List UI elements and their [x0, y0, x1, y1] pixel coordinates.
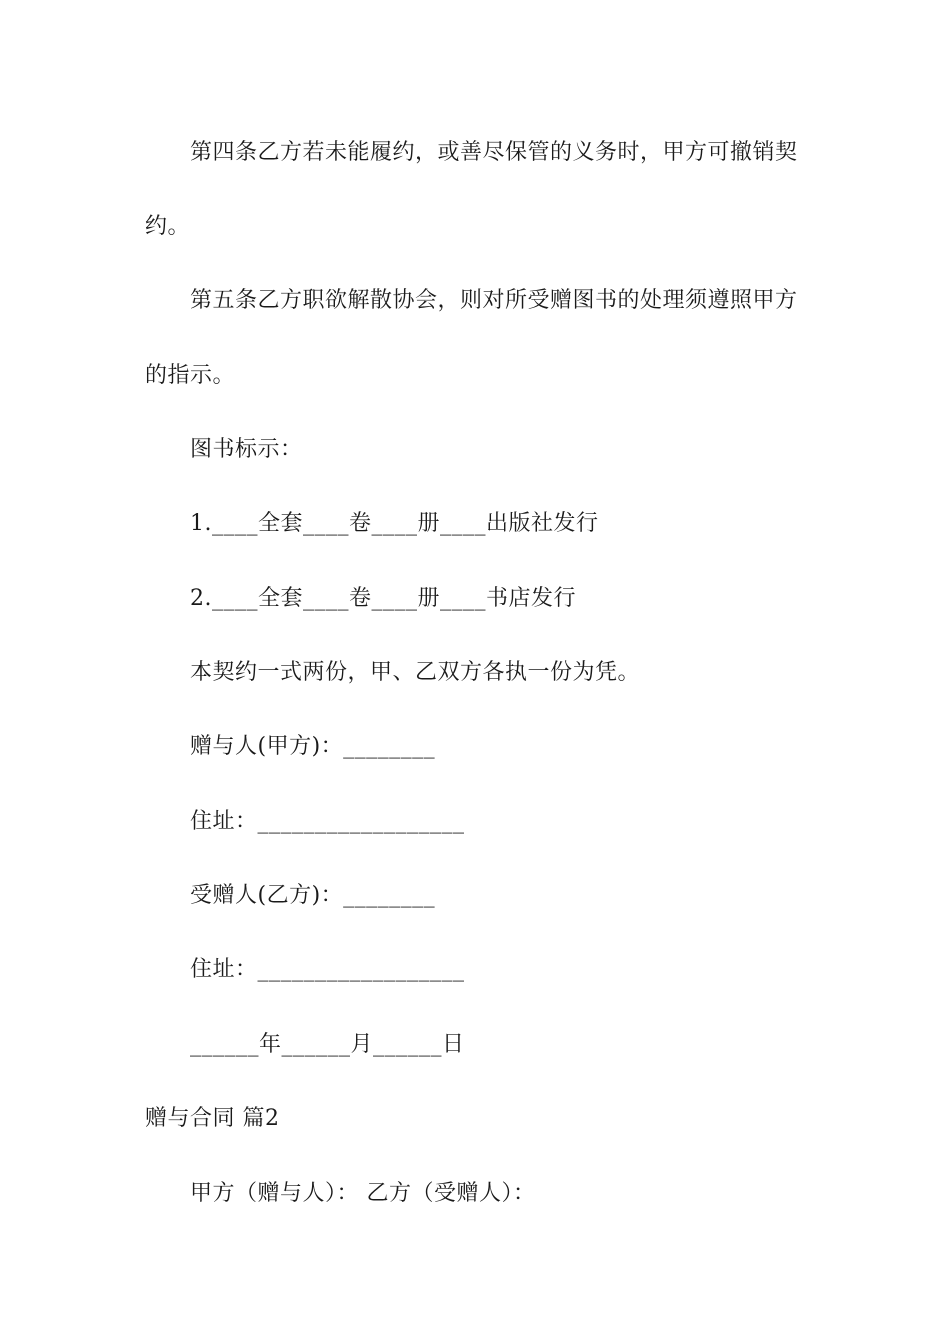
date-field: ______年______月______日 [190, 1032, 465, 1057]
donor-address-field: 住址：__________________ [190, 809, 465, 834]
paragraph-article-5-line-2: 的指示。 [145, 363, 236, 388]
donee-address-field: 住址：__________________ [190, 957, 465, 982]
paragraph-article-4-line-1: 第四条乙方若未能履约，或善尽保管的义务时，甲方可撤销契 [190, 140, 798, 165]
parties-line: 甲方（赠与人）： 乙方（受赠人）： [190, 1181, 536, 1206]
book-label-heading: 图书标示： [190, 437, 303, 462]
book-item-1: 1.____全套____卷____册____出版社发行 [190, 511, 599, 536]
book-item-2: 2.____全套____卷____册____书店发行 [190, 586, 576, 611]
paragraph-article-4-line-2: 约。 [145, 214, 191, 239]
copies-statement: 本契约一式两份，甲、乙双方各执一份为凭。 [190, 660, 641, 685]
paragraph-article-5-line-1: 第五条乙方职欲解散协会，则对所受赠图书的处理须遵照甲方 [190, 288, 798, 313]
donor-field: 赠与人(甲方)：________ [190, 734, 436, 759]
donee-field: 受赠人(乙方)：________ [190, 883, 436, 908]
section-title-part-2: 赠与合同 篇2 [145, 1106, 280, 1131]
